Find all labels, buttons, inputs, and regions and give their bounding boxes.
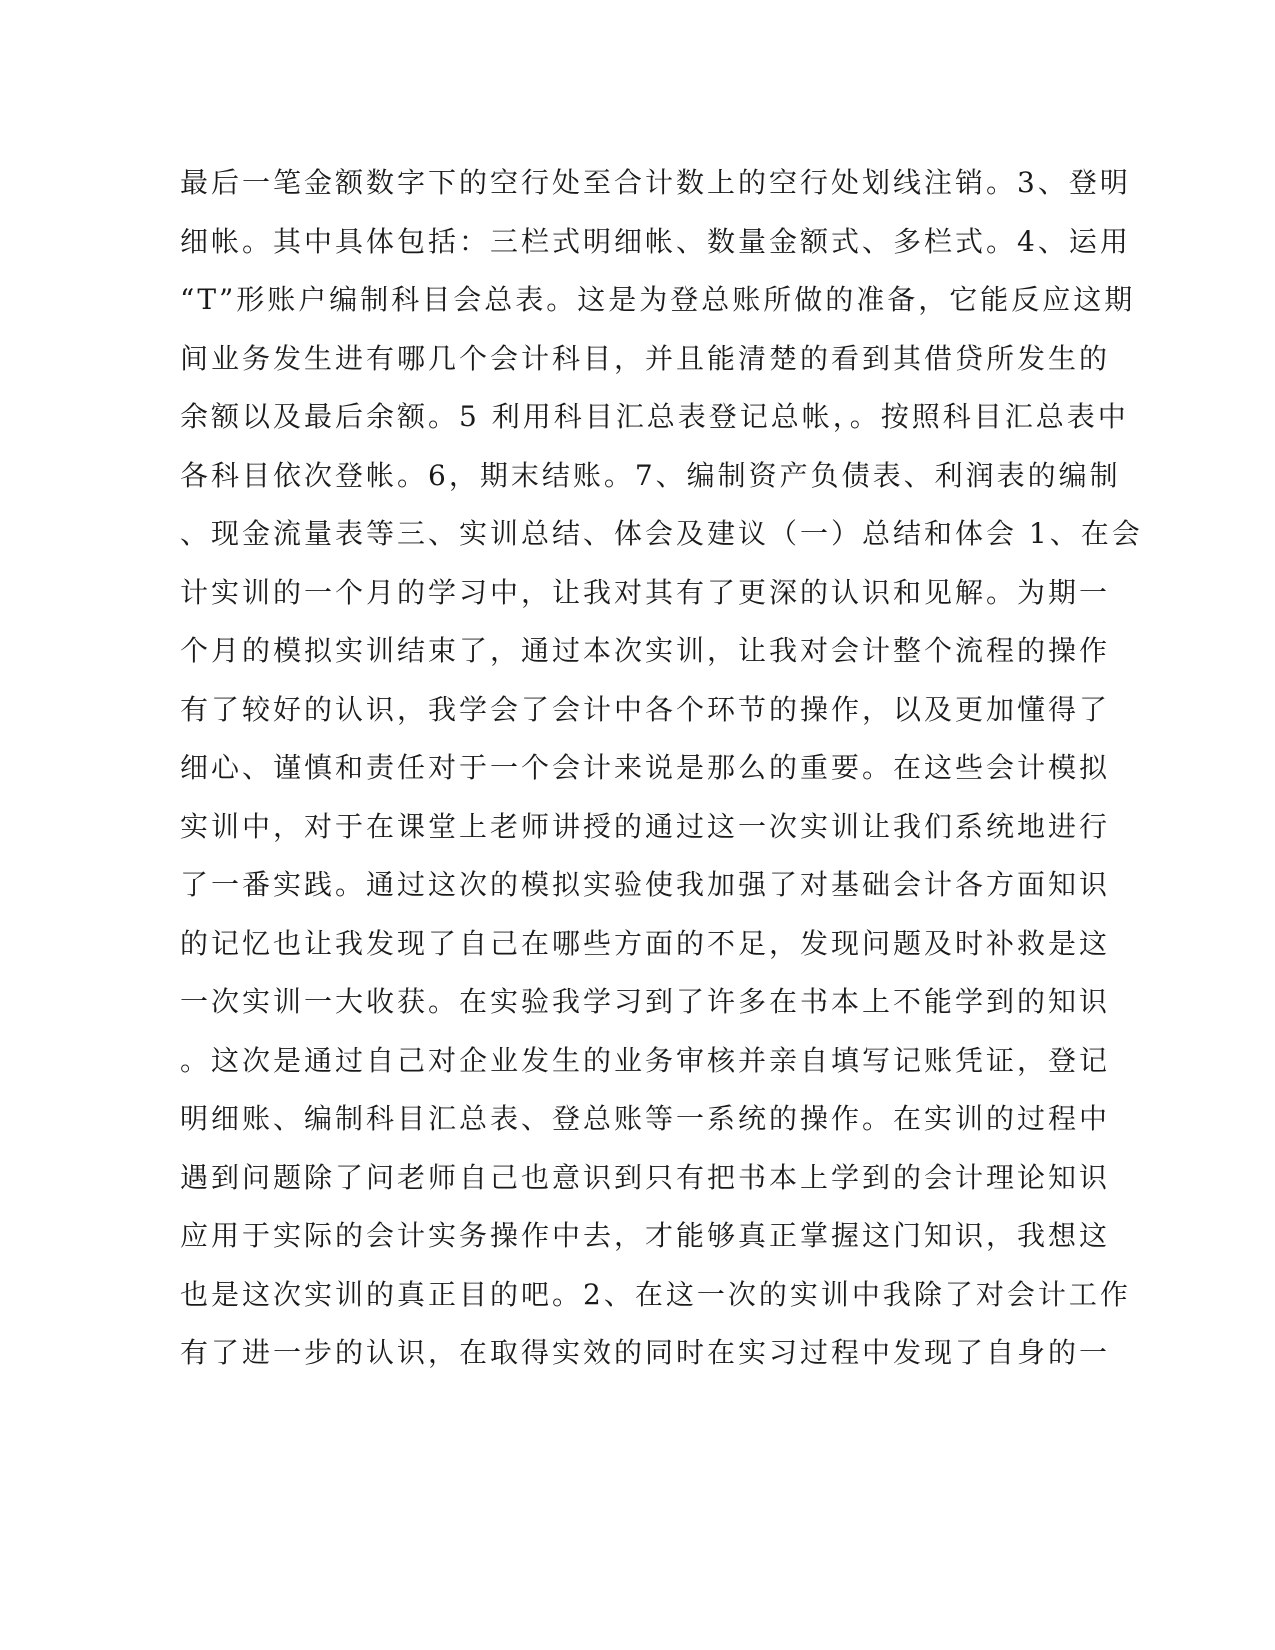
text-line: 个月的模拟实训结束了，通过本次实训，让我对会计整个流程的操作 — [180, 634, 1111, 667]
text-line: 的记忆也让我发现了自己在哪些方面的不足，发现问题及时补救是这 — [180, 926, 1111, 960]
text-line: 一次实训一大收获。在实验我学习到了许多在书本上不能学到的知识 — [180, 985, 1111, 1018]
text-line: 细帐。其中具体包括：三栏式明细帐、数量金额式、多栏式。4、运用 — [180, 224, 1131, 258]
text-line: 最后一笔金额数字下的空行处至合计数上的空行处划线注销。3、登明 — [180, 166, 1131, 199]
text-line: 明细账、编制科目汇总表、登总账等一系统的操作。在实训的过程中 — [180, 1102, 1111, 1135]
text-line: 间业务发生进有哪几个会计科目，并且能清楚的看到其借贷所发生的 — [180, 341, 1111, 375]
text-line: 有了进一步的认识，在取得实效的同时在实习过程中发现了自身的一 — [180, 1336, 1111, 1369]
text-line: 有了较好的认识，我学会了会计中各个环节的操作，以及更加懂得了 — [180, 692, 1111, 726]
text-line: 实训中，对于在课堂上老师讲授的通过这一次实训让我们系统地进行 — [180, 809, 1111, 843]
text-line: “T”形账户编制科目会总表。这是为登总账所做的准备，它能反应这期 — [180, 283, 1136, 316]
body-text — [180, 158, 1143, 1387]
text-line: 、现金流量表等三、实训总结、体会及建议（一）总结和体会 1、在会 — [180, 517, 1143, 550]
text-line: 也是这次实训的真正目的吧。2、在这一次的实训中我除了对会计工作 — [180, 1277, 1131, 1311]
text-line: 。这次是通过自己对企业发生的业务审核并亲自填写记账凭证，登记 — [180, 1043, 1111, 1077]
text-line: 细心、谨慎和责任对于一个会计来说是那么的重要。在这些会计模拟 — [180, 751, 1111, 784]
text-line: 各科目依次登帐。6，期末结账。7、编制资产负债表、利润表的编制 — [180, 458, 1121, 492]
text-line: 计实训的一个月的学习中，让我对其有了更深的认识和见解。为期一 — [180, 575, 1111, 609]
text-line: 余额以及最后余额。5 利用科目汇总表登记总帐，。按照科目汇总表中 — [180, 400, 1129, 433]
text-line: 了一番实践。通过这次的模拟实验使我加强了对基础会计各方面知识 — [180, 868, 1111, 901]
text-line: 遇到问题除了问老师自己也意识到只有把书本上学到的会计理论知识 — [180, 1160, 1111, 1194]
text-line: 应用于实际的会计实务操作中去，才能够真正掌握这门知识，我想这 — [180, 1219, 1111, 1252]
